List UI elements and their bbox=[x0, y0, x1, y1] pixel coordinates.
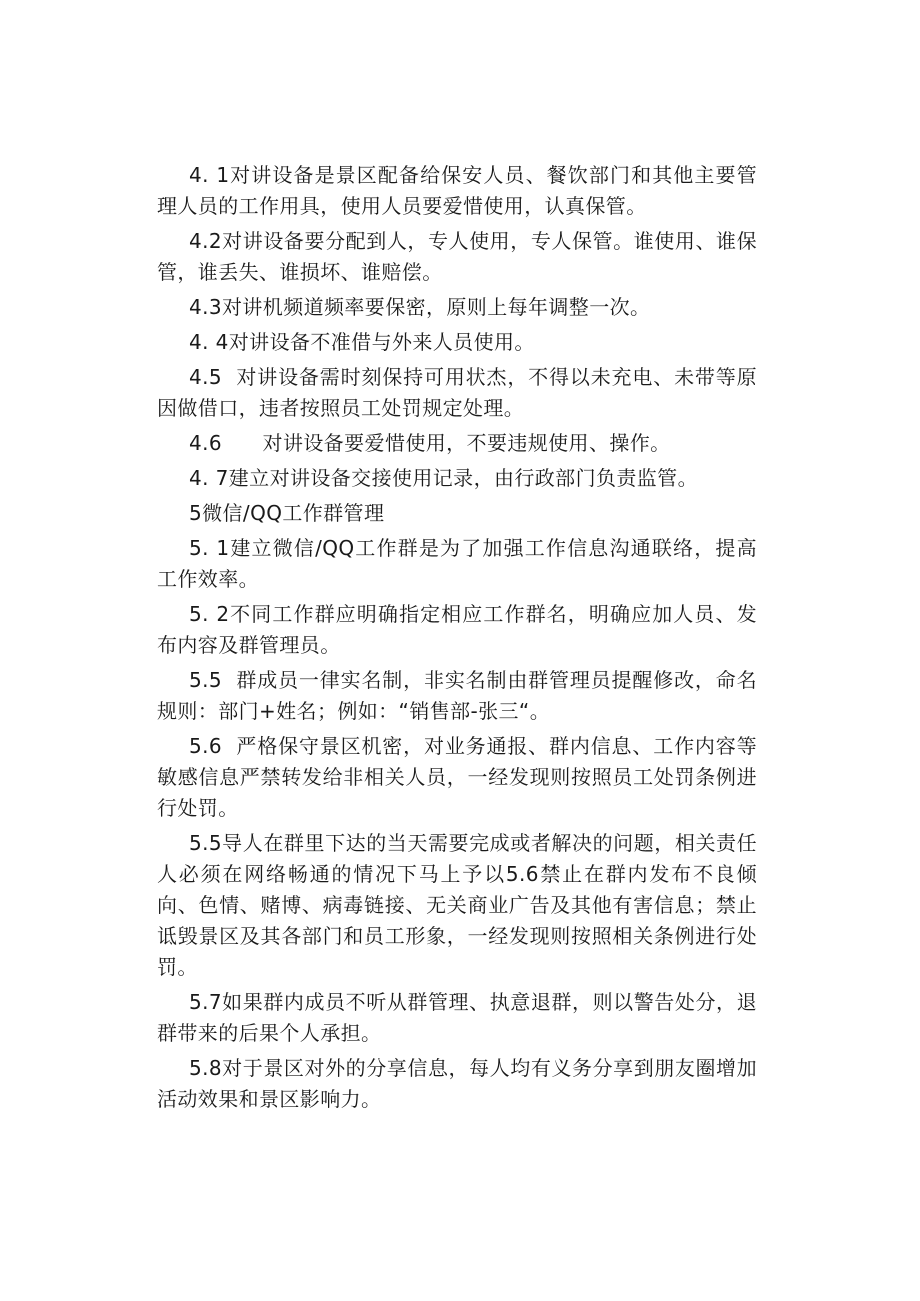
paragraph-5-8: 5.8对于景区对外的分享信息，每人均有义务分享到朋友圈增加活动效果和景区影响力。 bbox=[157, 1056, 757, 1111]
paragraph-5-7: 5.7如果群内成员不听从群管理、执意退群，则以警告处分，退群带来的后果个人承担。 bbox=[157, 990, 757, 1045]
paragraph-4-5: 4.5 对讲设备需时刻保持可用状杰，不得以未充电、未带等原因做借口，违者按照员工处罚规定处理。 bbox=[157, 365, 757, 420]
paragraph-4-7: 4. 7建立对讲设备交接使用记录，由行政部门负责监管。 bbox=[189, 466, 698, 490]
paragraph-5-5: 5.5 群成员一律实名制，非实名制由群管理员提醒修改，命名规则：部门+姓名；例如：“销售部-张三“。 bbox=[157, 668, 757, 723]
paragraph-5-1: 5. 1建立微信/QQ工作群是为了加强工作信息沟通联络，提高工作效率。 bbox=[157, 536, 757, 591]
paragraph-4-2: 4.2对讲设备要分配到人，专人使用，专人保管。谁使用、谁保管，谁丢失、谁损坏、谁赔偿。 bbox=[157, 229, 757, 284]
paragraph-5-6: 5.6 严格保守景区机密，对业务通报、群内信息、工作内容等敏感信息严禁转发给非相关人员，一经发现则按照员工处罚条例进行处罚。 bbox=[157, 734, 757, 820]
paragraph-5-2: 5. 2不同工作群应明确指定相应工作群名，明确应加人员、发布内容及群管理员。 bbox=[157, 602, 757, 657]
paragraph-4-1: 4. 1对讲设备是景区配备给保安人员、餐饮部门和其他主要管理人员的工作用具，使用人员要爱惜使用，认真保管。 bbox=[157, 163, 757, 218]
document-body bbox=[157, 160, 757, 1119]
paragraph-4-4: 4. 4对讲设备不准借与外来人员使用。 bbox=[189, 330, 535, 354]
paragraph-4-6: 4.6 对讲设备要爱惜使用，不要违规使用、操作。 bbox=[189, 431, 671, 455]
paragraph-5-5-b: 5.5导人在群里下达的当天需要完成或者解决的问题，相关责任人必须在网络畅通的情况下马上予以5.6禁止在群内发布不良倾向、色情、赌博、病毒链接、无关商业广告及其他有害信息；禁止诋毁景区及其各部门和员工形象，一经发现则按照相关条例进行处罚。 bbox=[157, 831, 757, 979]
paragraph-4-3: 4.3对讲机频道频率要保密，原则上每年调整一次。 bbox=[189, 295, 651, 319]
section-heading-5: 5微信/QQ工作群管理 bbox=[189, 501, 385, 525]
